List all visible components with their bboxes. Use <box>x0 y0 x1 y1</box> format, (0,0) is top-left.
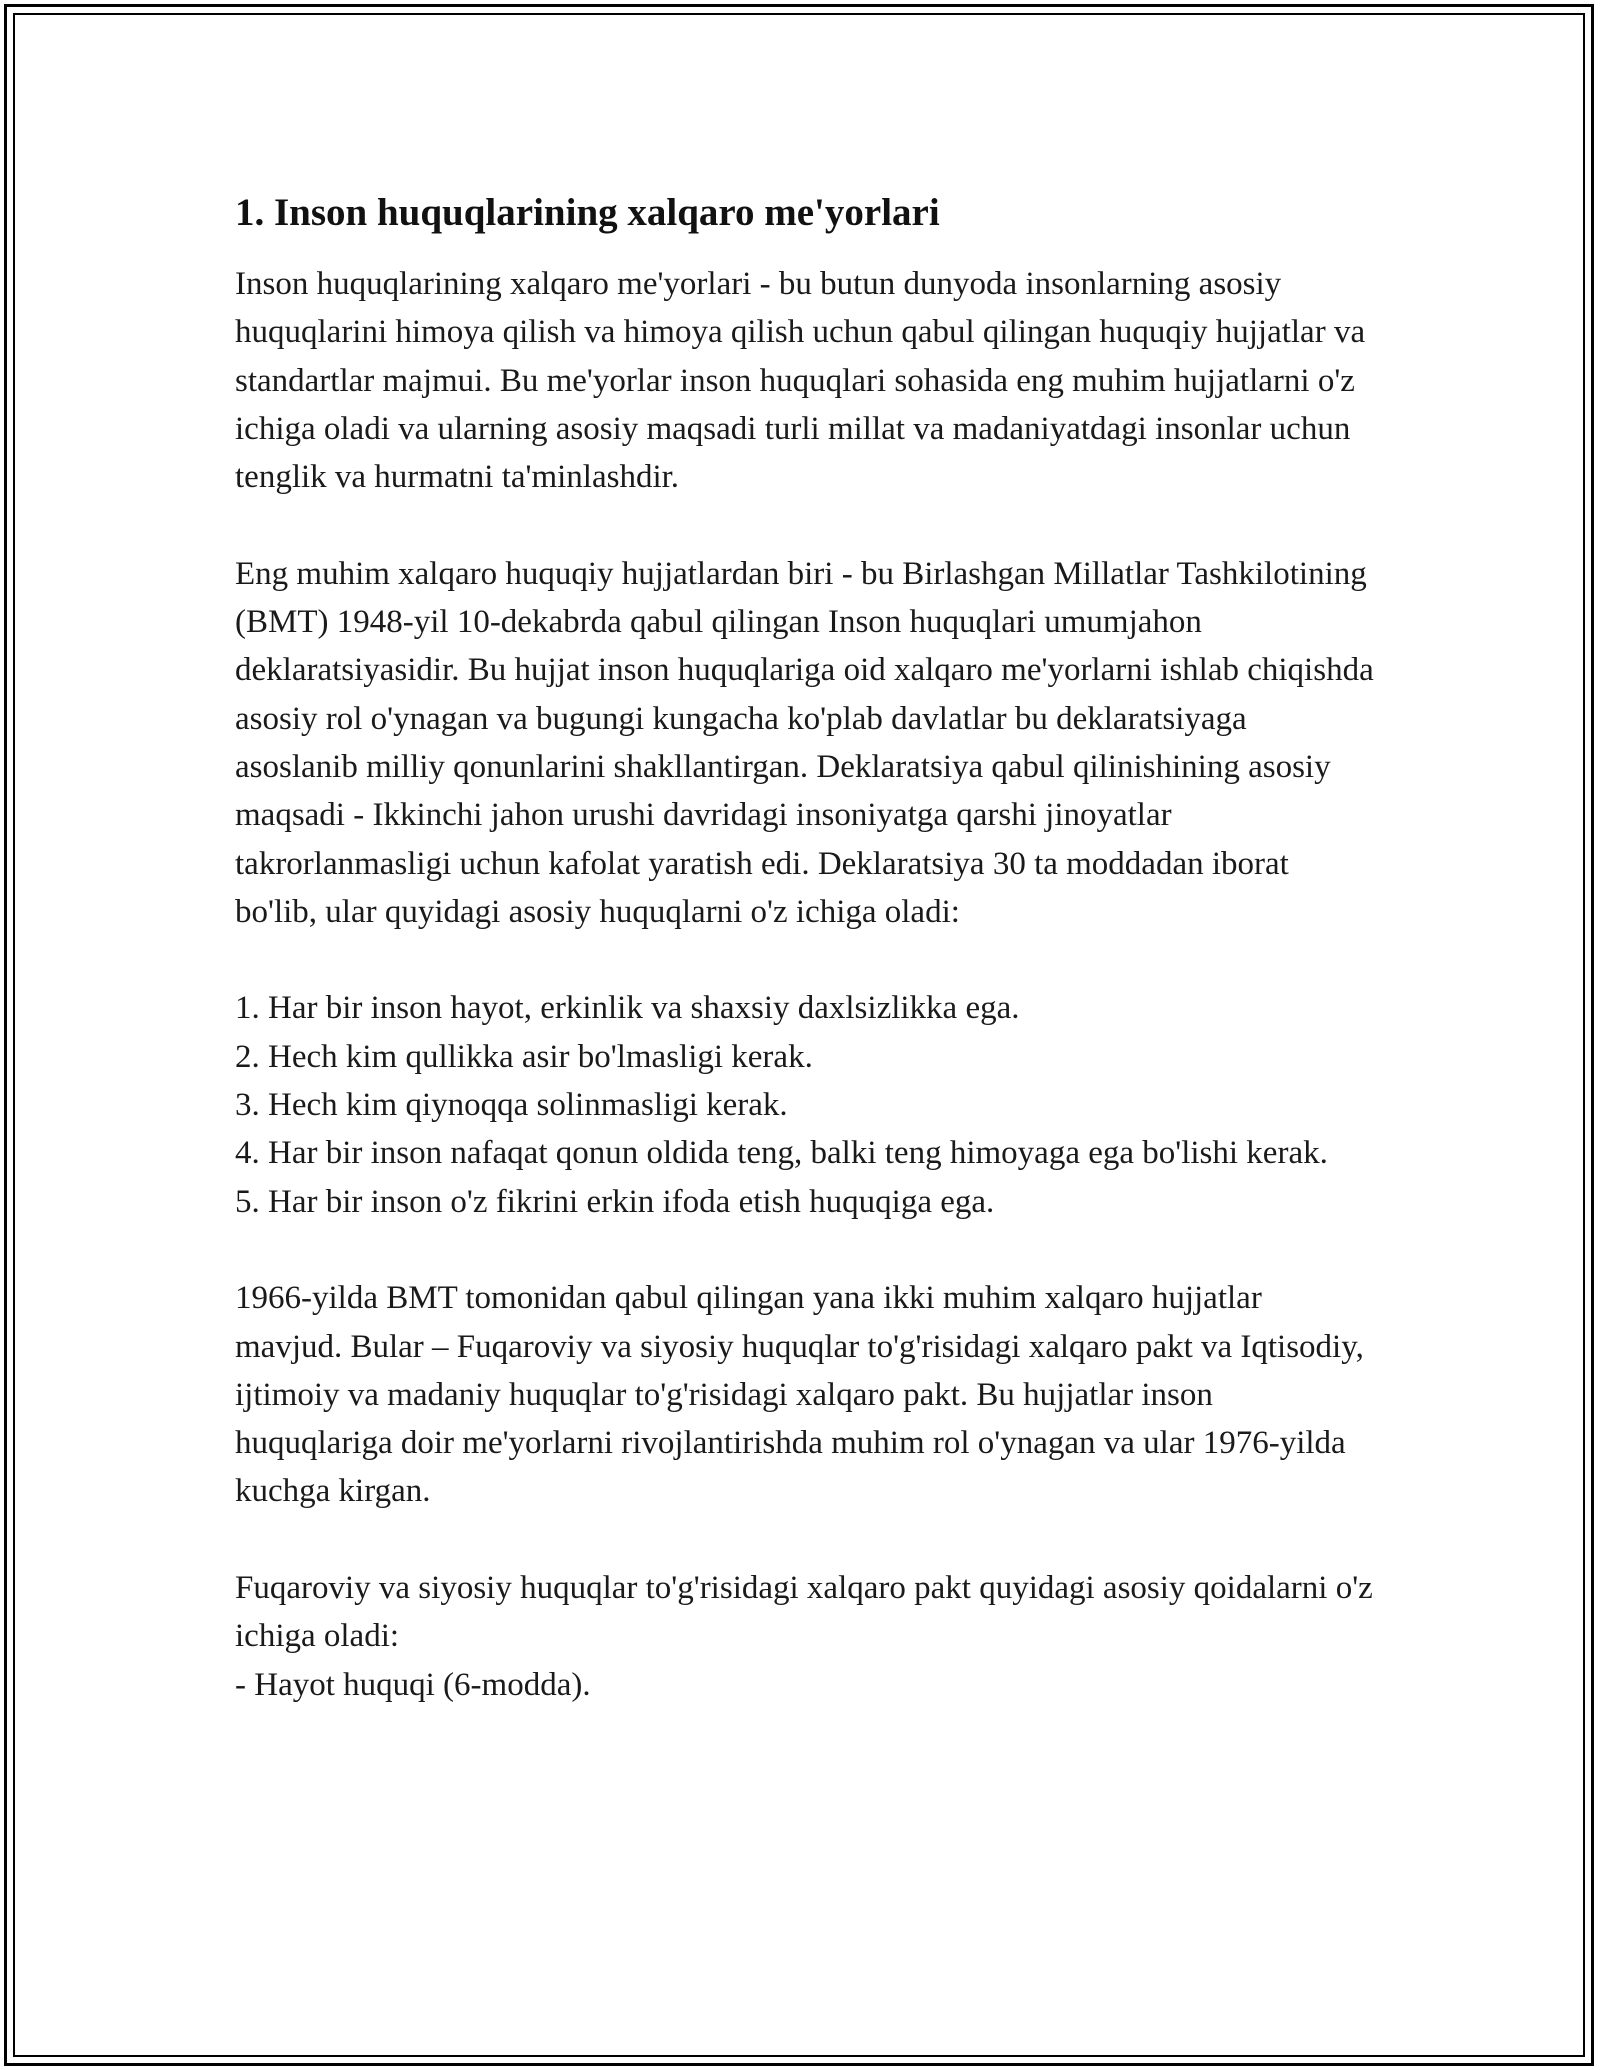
paragraph-civil-covenant: Fuqaroviy va siyosiy huquqlar to'g'risidagi xalqaro pakt quyidagi asosiy qoidalarni o'z ichiga oladi: <box>235 1570 1373 1655</box>
list-item: 4. Har bir inson nafaqat qonun oldida teng, balki teng himoyaga ega bo'lishi kerak. <box>235 1135 1328 1172</box>
list-item: 2. Hech kim qullikka asir bo'lmasligi kerak. <box>235 1038 813 1075</box>
list-item: 1. Har bir inson hayot, erkinlik va shaxsiy daxlsizlikka ega. <box>235 990 1020 1027</box>
paragraph-intro: Inson huquqlarining xalqaro me'yorlari - bu butun dunyoda insonlarning asosiy huquqlarini himoya qilish va himoya qilish uchun qabul qilingan huquqiy hujjatlar va standartlar majmui. Bu me'yorlar inson huquqlari sohasida eng muhim hujjatlarni o'z ichiga oladi va ularning asosiy maqsadi turli millat va madaniyatdagi insonlar uchun tenglik va hurmatni ta'minlashdir. <box>235 266 1366 496</box>
paragraph-civil-covenant-item: - Hayot huquqi (6-modda). <box>235 1666 591 1703</box>
list-item: 3. Hech kim qiynoqqa solinmasligi kerak. <box>235 1087 788 1124</box>
paragraph-declaration: Eng muhim xalqaro huquqiy hujjatlardan biri - bu Birlashgan Millatlar Tashkilotining (BMT) 1948-yil 10-dekabrda qabul qilingan Inson huquqlari umumjahon deklaratsiyasidir. Bu hujjat inson huquqlariga oid xalqaro me'yorlarni ishlab chiqishda asosiy rol o'ynagan va bugungi kungacha ko'plab davlatlar bu deklaratsiyaga asoslanib milliy qonunlarini shakllantirgan. Deklaratsiya qabul qilinishining asosiy maqsadi - Ikkinchi jahon urushi davridagi insoniyatga qarshi jinoyatlar takrorlanmasligi uchun kafolat yaratish edi. Deklaratsiya 30 ta moddadan iborat bo'lib, ular quyidagi asosiy huquqlarni o'z ichiga oladi: <box>235 555 1374 930</box>
document-body <box>235 188 1375 1709</box>
document-title: 1. Inson huquqlarining xalqaro me'yorlari <box>235 191 940 234</box>
paragraph-covenants: 1966-yilda BMT tomonidan qabul qilingan yana ikki muhim xalqaro hujjatlar mavjud. Bular – Fuqaroviy va siyosiy huquqlar to'g'risidagi xalqaro pakt va Iqtisodiy, ijtimoiy va madaniy huquqlar to'g'risidagi xalqaro pakt. Bu hujjatlar inson huquqlariga doir me'yorlarni rivojlantirishda muhim rol o'ynagan va ular 1976-yilda kuchga kirgan. <box>235 1280 1364 1510</box>
list-item: 5. Har bir inson o'z fikrini erkin ifoda etish huquqiga ega. <box>235 1183 995 1220</box>
rights-list <box>235 984 1375 1225</box>
